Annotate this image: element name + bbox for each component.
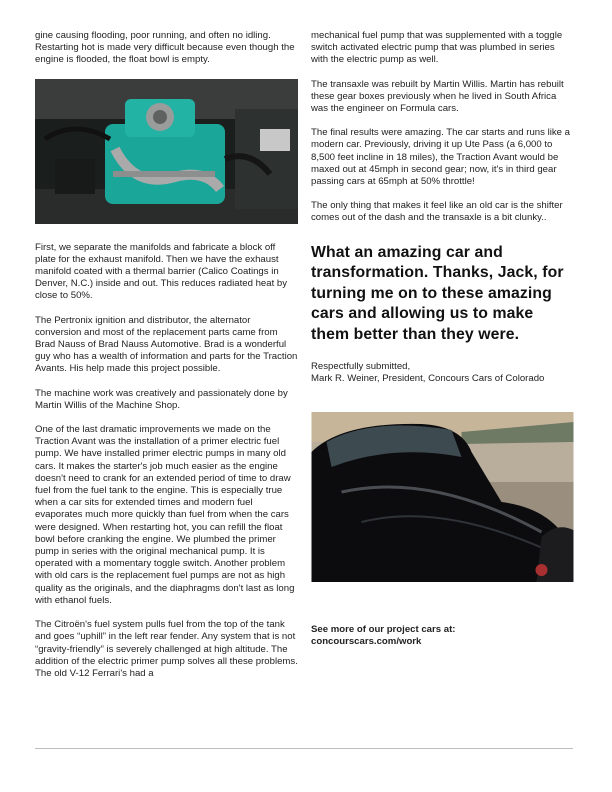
left-paragraph-6: The Citroën's fuel system pulls fuel from the top of the tank and goes “uphill” in the left rear fender. Any system that is not “gravity-friendly” is severely challenged at high altitude. The addition of the electric primer pump solves all these problems. The old V-12 Ferrari's had a <box>35 619 298 679</box>
black-citroen-photo <box>311 412 574 582</box>
signoff <box>311 361 573 385</box>
engine-bay-photo <box>35 79 298 224</box>
right-paragraph-2: The transaxle was rebuilt by Martin Willis. Martin has rebuilt these gear boxes previously when he lived in South Africa was the engineer on Formula cars. <box>311 78 564 115</box>
signoff-line-2: Mark R. Weiner, President, Concours Cars of Colorado <box>311 373 545 385</box>
pull-quote: What an amazing car and transformation. Thanks, Jack, for turning me on to these amazing cars and allowing us to make them better than they were. <box>311 243 564 343</box>
left-paragraph-3: The Pertronix ignition and distributor, the alternator conversion and most of the replacement parts came from Brad Nauss of Brad Nauss Automotive. Brad is a wonderful guy who has a wealth of information and parts for the Traction Avants. His help made this project possible. <box>35 314 298 375</box>
left-paragraph-5: One of the last dramatic improvements we made on the Traction Avant was the installation of a primer electric fuel pump. We have installed primer electric pumps in many old cars. It makes the starter's job much easier as the engine doesn't need to crank for an extended period of time to draw fuel from the fuel tank to the engine. This is especially true when a car sits for extended times and modern fuel evaporates much more quickly than fuel from when the cars were designed. When restarting hot, you can refill the float bowl before cranking the engine. We plumbed the primer pump in series with the original mechanical pump. It is operated with a momentary toggle switch. Another problem with old cars is the replacement fuel pumps are not as high quality as the originals, and the diaphragms don't last as long with ethanol fuels. <box>35 424 295 606</box>
footer-divider <box>35 748 573 749</box>
left-paragraph-4: The machine work was creatively and passionately done by Martin Willis of the Machine Shop. <box>35 387 288 411</box>
left-column <box>35 30 298 692</box>
signoff-line-1: Respectfully submitted, <box>311 361 411 373</box>
left-paragraph-2: First, we separate the manifolds and fabricate a block off plate for the exhaust manifold. Then we have the exhaust manifold coated with a thermal barrier (Calico Coatings in Denver, N.C.) inside and out. This reduces radiated heat by close to 50%. <box>35 241 288 302</box>
right-paragraph-1: mechanical fuel pump that was supplemented with a toggle switch activated electric pump that was plumbed in series with the electric pump as well. <box>311 30 563 66</box>
project-cars-cta <box>311 624 573 648</box>
right-column <box>311 30 573 648</box>
cta-line-1: See more of our project cars at: <box>311 623 456 635</box>
left-paragraph-1: gine causing flooding, poor running, and often no idling. Restarting hot is made very difficult because even though the engine is flooded, the float bowl is empty. <box>35 30 295 66</box>
right-paragraph-3: The final results were amazing. The car starts and runs like a modern car. Previously, driving it up Ute Pass (a 6,000 to 8,500 feet incline in 18 miles), the Traction Avant would be maxed out at 45mph in second gear; now, it's in third gear passing cars at 65mph at 50% throttle! <box>311 127 570 188</box>
right-paragraph-4: The only thing that makes it feel like an old car is the shifter comes out of the dash and the transaxle is a bit clunky.. <box>311 200 563 224</box>
project-cars-link[interactable]: concourscars.com/work <box>311 635 422 647</box>
